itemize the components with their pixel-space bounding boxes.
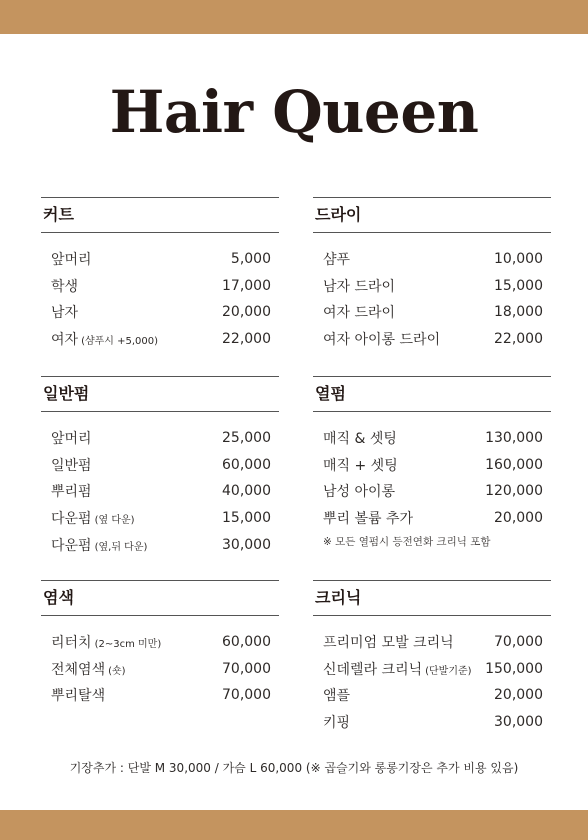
menu-item-price: 70,000 bbox=[222, 687, 271, 704]
menu-item bbox=[41, 326, 279, 353]
menu-item-price: 120,000 bbox=[485, 483, 543, 500]
price-list bbox=[313, 412, 551, 531]
menu-item-price: 30,000 bbox=[222, 536, 271, 553]
section-dry bbox=[313, 197, 551, 352]
top-color-band bbox=[0, 0, 588, 34]
price-list bbox=[41, 616, 279, 709]
menu-item-price: 22,000 bbox=[494, 331, 543, 348]
menu-item-name bbox=[51, 329, 158, 349]
menu-item-name bbox=[323, 685, 350, 705]
price-list bbox=[41, 233, 279, 352]
menu-item-name bbox=[323, 659, 472, 679]
price-list bbox=[41, 412, 279, 558]
menu-item-label: 학생 bbox=[51, 278, 79, 295]
menu-item-name bbox=[51, 302, 78, 322]
menu-item bbox=[313, 273, 551, 300]
menu-item bbox=[313, 709, 551, 736]
menu-item-price: 70,000 bbox=[222, 660, 271, 677]
menu-item-note: (옆 다운) bbox=[94, 515, 135, 527]
menu-item-label: 앞머리 bbox=[51, 431, 92, 448]
section-heading: 열펌 bbox=[313, 376, 551, 412]
menu-item bbox=[41, 273, 279, 300]
bottom-color-band bbox=[0, 810, 588, 840]
menu-item bbox=[313, 299, 551, 326]
menu-item-name bbox=[323, 428, 397, 448]
section-perm bbox=[41, 376, 279, 558]
menu-item-name bbox=[323, 632, 454, 652]
menu-item-name bbox=[51, 659, 126, 679]
length-surcharge-note: 기장추가 : 단발 M 30,000 / 가슴 L 60,000 (※ 곱슬기와 롱롱기장은 추가 비용 있음) bbox=[69, 761, 519, 775]
menu-item-label: 남자 bbox=[51, 305, 79, 322]
menu-item-price: 130,000 bbox=[485, 430, 543, 447]
menu-item-name bbox=[51, 455, 92, 475]
menu-item-price: 22,000 bbox=[222, 331, 271, 348]
menu-item-price: 20,000 bbox=[222, 304, 271, 321]
menu-item-note: (숏) bbox=[108, 665, 126, 677]
menu-item-label: 앞머리 bbox=[51, 252, 92, 269]
menu-item-price: 10,000 bbox=[494, 251, 543, 268]
menu-item bbox=[41, 656, 279, 683]
menu-item bbox=[41, 452, 279, 479]
menu-item-name bbox=[323, 455, 398, 475]
menu-item-label: 여자 bbox=[51, 332, 79, 349]
section-heading: 커트 bbox=[41, 197, 279, 233]
salon-title: Hair Queen bbox=[109, 78, 479, 146]
menu-item-price: 17,000 bbox=[222, 277, 271, 294]
menu-item bbox=[41, 682, 279, 709]
menu-item-label: 뿌리탈색 bbox=[51, 688, 106, 705]
section-heading: 드라이 bbox=[313, 197, 551, 233]
menu-item-price: 20,000 bbox=[494, 510, 543, 527]
section-heading: 염색 bbox=[41, 580, 279, 616]
menu-item-price: 15,000 bbox=[222, 510, 271, 527]
section-cut bbox=[41, 197, 279, 352]
section-heading: 일반펌 bbox=[41, 376, 279, 412]
menu-item bbox=[313, 505, 551, 532]
menu-item-name bbox=[323, 712, 350, 732]
menu-item-label: 신데렐라 크리닉 bbox=[323, 661, 423, 678]
menu-item bbox=[41, 425, 279, 452]
menu-item-label: 뿌리 볼륨 추가 bbox=[323, 511, 414, 528]
menu-item-name bbox=[51, 249, 92, 269]
menu-item-label: 매직 + 셋팅 bbox=[323, 457, 398, 474]
menu-item-name bbox=[51, 428, 92, 448]
menu-item bbox=[313, 682, 551, 709]
section-heading: 크리닉 bbox=[313, 580, 551, 616]
menu-item bbox=[41, 299, 279, 326]
menu-item bbox=[41, 505, 279, 532]
menu-item-name bbox=[51, 632, 161, 652]
heat-perm-footnote: ※ 모든 열펌시 등전연화 크리닉 포함 bbox=[323, 536, 491, 549]
menu-item-name bbox=[323, 249, 350, 269]
menu-item bbox=[41, 531, 279, 558]
menu-item bbox=[41, 478, 279, 505]
menu-item-price: 150,000 bbox=[485, 660, 543, 677]
menu-item-label: 앰플 bbox=[323, 688, 351, 705]
menu-item-label: 프리미엄 모발 크리닉 bbox=[323, 635, 454, 652]
menu-item-price: 40,000 bbox=[222, 483, 271, 500]
menu-item-price: 30,000 bbox=[494, 714, 543, 731]
menu-item-label: 남자 드라이 bbox=[323, 278, 396, 295]
menu-item-price: 15,000 bbox=[494, 277, 543, 294]
menu-item-label: 샴푸 bbox=[323, 252, 351, 269]
menu-item-label: 남성 아이롱 bbox=[323, 484, 396, 501]
menu-item-name bbox=[51, 276, 78, 296]
menu-item bbox=[313, 478, 551, 505]
menu-item bbox=[313, 629, 551, 656]
menu-item-label: 리터치 bbox=[51, 635, 92, 652]
menu-item-price: 60,000 bbox=[222, 456, 271, 473]
menu-item-name bbox=[51, 508, 135, 528]
menu-item-name bbox=[323, 276, 395, 296]
menu-item-price: 160,000 bbox=[485, 456, 543, 473]
menu-item-note: (단발기준) bbox=[425, 665, 472, 677]
menu-item-note: (옆,뒤 다운) bbox=[94, 541, 148, 553]
menu-item bbox=[41, 246, 279, 273]
menu-item-label: 전체염색 bbox=[51, 661, 106, 678]
menu-item-label: 뿌리펌 bbox=[51, 484, 92, 501]
menu-item-label: 여자 드라이 bbox=[323, 305, 396, 322]
menu-item bbox=[313, 425, 551, 452]
menu-item-name bbox=[323, 329, 440, 349]
menu-item-name bbox=[323, 508, 413, 528]
section-color bbox=[41, 580, 279, 709]
menu-item-name bbox=[51, 535, 147, 555]
menu-item-label: 다운펌 bbox=[51, 511, 92, 528]
menu-item-name bbox=[323, 302, 395, 322]
menu-item-label: 여자 아이롱 드라이 bbox=[323, 332, 441, 349]
menu-item-price: 20,000 bbox=[494, 687, 543, 704]
menu-item-label: 일반펌 bbox=[51, 457, 92, 474]
price-list bbox=[313, 233, 551, 352]
menu-item-name bbox=[323, 481, 395, 501]
section-heat-perm bbox=[313, 376, 551, 549]
menu-item bbox=[41, 629, 279, 656]
menu-item-note: (2~3cm 미만) bbox=[94, 639, 162, 651]
menu-item bbox=[313, 246, 551, 273]
menu-item-name bbox=[51, 481, 92, 501]
menu-item-label: 키핑 bbox=[323, 715, 351, 732]
menu-item-price: 5,000 bbox=[230, 251, 271, 268]
menu-item bbox=[313, 452, 551, 479]
menu-item-note: (샴푸시 +5,000) bbox=[81, 336, 159, 348]
menu-item-price: 70,000 bbox=[494, 634, 543, 651]
menu-item bbox=[313, 326, 551, 353]
menu-item-label: 매직 & 셋팅 bbox=[323, 431, 397, 448]
menu-item-label: 다운펌 bbox=[51, 537, 92, 554]
menu-item-name bbox=[51, 685, 105, 705]
price-list bbox=[313, 616, 551, 735]
menu-item-price: 18,000 bbox=[494, 304, 543, 321]
menu-item-price: 60,000 bbox=[222, 634, 271, 651]
section-clinic bbox=[313, 580, 551, 735]
menu-item bbox=[313, 656, 551, 683]
menu-item-price: 25,000 bbox=[222, 430, 271, 447]
